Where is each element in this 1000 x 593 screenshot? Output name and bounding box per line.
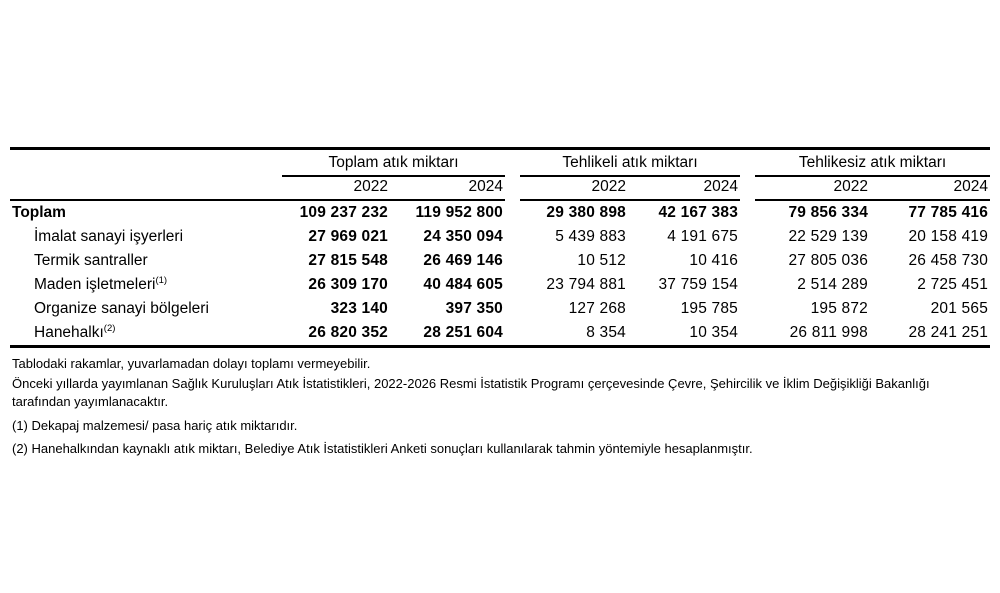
year-header: 2022 (520, 176, 628, 200)
cell-value: 20 158 419 (908, 228, 989, 245)
cell-value: 27 805 036 (788, 252, 869, 269)
cell-value: 8 354 (586, 324, 626, 341)
footnote-marker: (2) (103, 322, 116, 334)
cell-value: 10 354 (689, 324, 739, 341)
footnote-2: (2) Hanehalkından kaynaklı atık miktarı, Belediye Atık İstatistikleri Anketi sonuçları kullanılarak tahmin yöntemiyle hesaplanmıştır. (12, 441, 753, 456)
year-header: 2022 (755, 176, 870, 200)
table-row-manufacturing (10, 225, 990, 249)
year-header: 2024 (390, 176, 505, 200)
cell-value: 119 952 800 (415, 204, 503, 221)
year-header: 2022 (282, 176, 390, 200)
row-label: İmalat sanayi işyerleri (34, 228, 184, 245)
table-row-mining (10, 273, 990, 297)
cell-value: 2 725 451 (917, 276, 989, 293)
cell-value: 397 350 (445, 300, 503, 317)
footnote-rounding: Tablodaki rakamlar, yuvarlamadan dolayı toplamı vermeyebilir. (12, 356, 371, 371)
cell-value: 10 416 (689, 252, 739, 269)
cell-value: 29 380 898 (546, 204, 626, 221)
cell-value: 26 811 998 (789, 324, 869, 341)
row-label: Toplam (12, 204, 66, 221)
row-label: Hanehalkı$^{(2)}$ (34, 322, 116, 341)
cell-value: 26 820 352 (308, 324, 388, 341)
cell-value: 2 514 289 (797, 276, 869, 293)
cell-value: 5 439 883 (555, 228, 626, 245)
group-spacer (505, 149, 520, 177)
cell-value: 109 237 232 (299, 204, 388, 221)
cell-value: 24 350 094 (423, 228, 503, 245)
cell-value: 79 856 334 (788, 204, 869, 221)
column-group-nonhazardous-waste: Tehlikesiz atık miktarı (755, 149, 990, 177)
waste-statistics-table (10, 147, 990, 348)
group-spacer (740, 176, 755, 200)
row-label: Organize sanayi bölgeleri (34, 300, 209, 317)
footnote-marker: (1) (155, 274, 168, 286)
column-group-header-row (10, 149, 990, 177)
group-spacer (740, 149, 755, 177)
column-group-hazardous-waste: Tehlikeli atık miktarı (520, 149, 740, 177)
cell-value: 4 191 675 (667, 228, 739, 245)
cell-value: 77 785 416 (908, 204, 989, 221)
cell-value: 40 484 605 (423, 276, 503, 293)
cell-value: 22 529 139 (788, 228, 869, 245)
cell-value: 37 759 154 (658, 276, 739, 293)
row-label: Maden işletmeleri$^{(1)}$ (34, 274, 168, 293)
column-group-total-waste: Toplam atık miktarı (282, 149, 505, 177)
cell-value: 28 241 251 (908, 324, 989, 341)
cell-value: 201 565 (930, 300, 989, 317)
cell-value: 27 815 548 (308, 252, 388, 269)
cell-value: 195 785 (680, 300, 739, 317)
cell-value: 26 309 170 (308, 276, 388, 293)
table-row-households (10, 321, 990, 347)
footnote-health-institutions: Önceki yıllarda yayımlanan Sağlık Kuruluşları Atık İstatistikleri, 2022-2026 Resmi İstatistik Programı çerçevesinde Çevre, Şehircilik ve İklim Değişikliği Bakanlığı tarafından yayımlanacaktır. (12, 376, 930, 409)
cell-value: 26 469 146 (423, 252, 503, 269)
cell-value: 27 969 021 (308, 228, 388, 245)
cell-value: 10 512 (577, 252, 626, 269)
footnote-1: (1) Dekapaj malzemesi/ pasa hariç atık miktarıdır. (12, 418, 298, 433)
cell-value: 42 167 383 (658, 204, 739, 221)
table-row-thermal-plants (10, 249, 990, 273)
cell-value: 323 140 (330, 300, 388, 317)
row-label: Termik santraller (34, 252, 148, 269)
group-spacer (505, 176, 520, 200)
cell-value: 23 794 881 (546, 276, 626, 293)
year-header: 2024 (870, 176, 990, 200)
cell-value: 195 872 (810, 300, 869, 317)
row-label-header (10, 176, 282, 200)
table-row-total (10, 200, 990, 225)
cell-value: 26 458 730 (908, 252, 989, 269)
cell-value: 127 268 (568, 300, 626, 317)
row-label-header-spacer (10, 149, 282, 177)
year-header-row (10, 176, 990, 200)
footnotes (10, 355, 990, 458)
table-row-industrial-zones (10, 297, 990, 321)
cell-value: 28 251 604 (423, 324, 503, 341)
year-header: 2024 (628, 176, 740, 200)
